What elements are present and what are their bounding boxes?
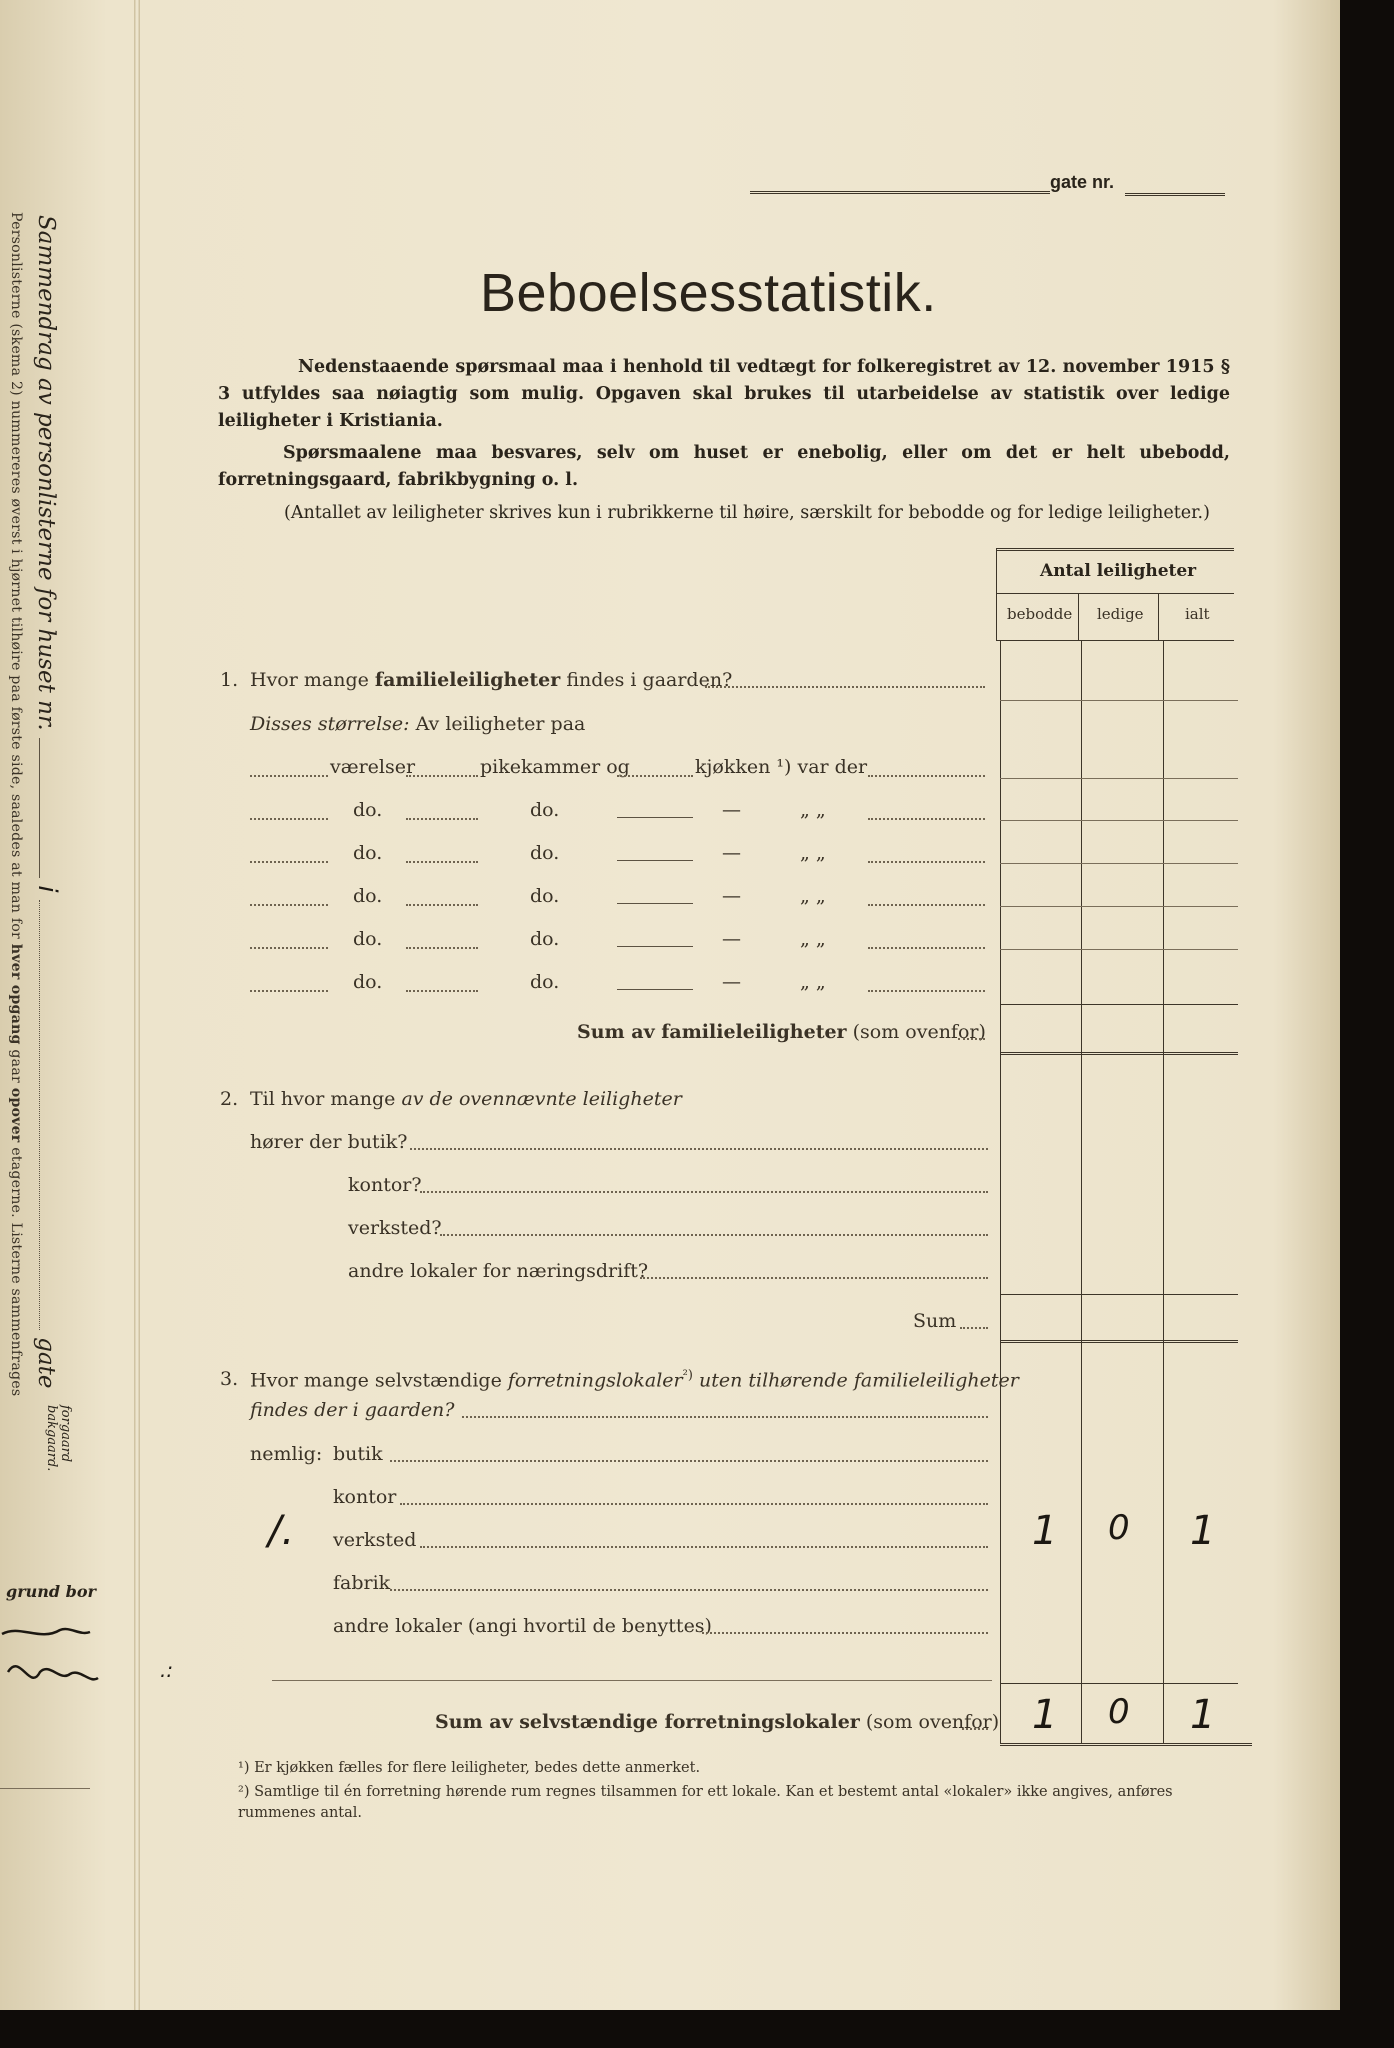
size-row2-dots xyxy=(868,818,985,820)
size-row2-ditto1: do. xyxy=(353,799,383,821)
table-title: Antal leiligheter xyxy=(1040,561,1197,581)
size-row1-blank3 xyxy=(617,775,693,777)
size-row1-blank2 xyxy=(406,775,478,777)
table-vline-1-head xyxy=(1078,593,1079,640)
gate-nr-line xyxy=(750,191,1050,194)
size-row4-blank3 xyxy=(617,903,693,904)
margin-instruction-mid: gaar xyxy=(8,1049,24,1083)
section2-question-pre: Til hvor mange xyxy=(250,1088,396,1110)
margin-bakgaard: bakgaard. xyxy=(44,1405,59,1472)
margin-grund-bor: grund bor xyxy=(6,1582,96,1601)
size-row5-ditto2: do. xyxy=(530,928,560,950)
section3-number: 3. xyxy=(220,1368,239,1390)
size-row3-dash: — xyxy=(722,842,741,864)
section1-sum-rest: (som ovenfor) xyxy=(852,1021,986,1043)
margin-instruction-bold2: opover xyxy=(8,1087,24,1143)
gate-nr-label: gate nr. xyxy=(1050,172,1115,192)
section2-number: 2. xyxy=(220,1088,239,1110)
table-top-rule xyxy=(996,548,1234,551)
sizes-rest: Av leiligheter paa xyxy=(415,713,586,735)
size-row6-blank1 xyxy=(250,990,328,992)
size-row3-ditto1: do. xyxy=(353,842,383,864)
section3-item-butik: butik xyxy=(333,1443,383,1465)
section2-item-kontor: kontor? xyxy=(348,1174,422,1196)
margin-rule xyxy=(0,1788,90,1789)
table-vline-1 xyxy=(1081,640,1082,1743)
verksted-ledige-value: 0 xyxy=(1108,1508,1130,1548)
section2-item-andre: andre lokaler for næringsdrift? xyxy=(348,1260,649,1282)
size-row2-ditto2: do. xyxy=(530,799,560,821)
gate-nr-line-right xyxy=(1125,193,1225,196)
section3-andre-line xyxy=(272,1680,992,1681)
dark-background xyxy=(1340,0,1394,2048)
margin-instruction-pre: Personlisterne (skema 2) nummereres øverst i hjørnet tilhøire paa første side, saaledes at man for xyxy=(8,212,24,939)
size-row6-ditto1: do. xyxy=(353,971,383,993)
section2-question xyxy=(250,1088,682,1110)
size-row6-quotes: „ „ xyxy=(800,971,826,993)
section3-nemlig: nemlig: xyxy=(250,1443,323,1465)
section3-question-sup: ²) xyxy=(682,1368,693,1383)
section1-sum-bold: Sum av familieleiligheter xyxy=(577,1021,847,1043)
col-header-ledige: ledige xyxy=(1097,605,1144,623)
book-spine xyxy=(134,0,140,2010)
margin-vertical-title xyxy=(32,215,62,1389)
sum-ialt-value: 1 xyxy=(1190,1692,1216,1738)
size-row1-pikekammer: pikekammer og xyxy=(480,756,630,778)
section1-sum xyxy=(577,1021,986,1043)
section3-small-mark: .: xyxy=(160,1658,174,1682)
footnote-2: ²) Samtlige til én forretning hørende rum regnes tilsammen for ett lokale. Kan et bestemt antal «lokaler» ikke angives, anføres rummenes antal. xyxy=(238,1784,1173,1821)
row-rule-6 xyxy=(1000,949,1238,950)
section1-question-pre: Hvor mange xyxy=(250,669,369,691)
section3-item-fabrik: fabrik xyxy=(333,1572,391,1594)
size-row3-blank1 xyxy=(250,861,328,863)
sum-bebodde-value: 1 xyxy=(1032,1692,1058,1738)
section1-dots xyxy=(705,686,985,688)
row-rule-sum1-bottom xyxy=(1000,1052,1238,1055)
section2-butik-dots xyxy=(410,1148,988,1150)
section2-item-butik: hører der butik? xyxy=(250,1131,408,1153)
intro-paragraph-1: Nedenstaaende spørsmaal maa i henhold til vedtægt for folkeregistret av 12. november 1915 § 3 utfyldes saa nøiagtig som mulig. Opgaven skal brukes til utarbeidelse av statistik over ledige leiligheter i Kristiania. xyxy=(218,357,1230,431)
section1-question-post: findes i gaarden? xyxy=(566,669,733,691)
table-vline-2-head xyxy=(1158,593,1159,640)
size-row2-quotes: „ „ xyxy=(800,799,826,821)
section3-question-italic1: forretningslokaler xyxy=(507,1369,683,1392)
section3-sum-dots xyxy=(962,1728,988,1730)
table-vline-0-head xyxy=(996,548,997,640)
margin-dotted-blank xyxy=(39,900,40,1330)
page-title: Beboelsesstatistik. xyxy=(480,263,937,323)
size-row6-dash: — xyxy=(722,971,741,993)
size-row2-blank1 xyxy=(250,818,328,820)
col-header-bebodde: bebodde xyxy=(1007,605,1073,623)
section3-verksted-handmark: /. xyxy=(268,1508,295,1554)
size-row3-ditto2: do. xyxy=(530,842,560,864)
size-row5-ditto1: do. xyxy=(353,928,383,950)
size-row6-dots xyxy=(868,990,985,992)
footnote-1: ¹) Er kjøkken fælles for flere leiligheter, bedes dette anmerket. xyxy=(238,1760,701,1776)
size-row6-blank2 xyxy=(406,990,478,992)
section3-item-andre: andre lokaler (angi hvortil de benyttes) xyxy=(333,1615,712,1637)
margin-handwritten: i xyxy=(32,885,62,893)
section2-item-verksted: verksted? xyxy=(348,1217,442,1239)
section3-item-verksted: verksted xyxy=(333,1529,417,1551)
margin-instruction-post: etagerne. Listerne sammenfrages xyxy=(8,1147,24,1397)
section3-fabrik-dots xyxy=(390,1589,988,1591)
margin-gate: gate xyxy=(33,1337,59,1389)
section3-question-italic2: uten tilhørende familieleiligheter xyxy=(698,1369,1019,1392)
section3-question-line2: findes der i gaarden? xyxy=(250,1399,455,1421)
table-header-rule xyxy=(996,593,1234,594)
section3-item-kontor: kontor xyxy=(333,1486,397,1508)
row-rule-sum2-top xyxy=(1000,1294,1238,1295)
section3-butik-dots xyxy=(390,1460,988,1462)
size-row4-dash: — xyxy=(722,885,741,907)
size-row1-blank1 xyxy=(250,775,328,777)
section3-andre-dots xyxy=(702,1632,988,1634)
row-rule-1 xyxy=(1000,700,1238,701)
size-row3-blank2 xyxy=(406,861,478,863)
section2-verksted-dots xyxy=(440,1234,988,1236)
size-row5-quotes: „ „ xyxy=(800,928,826,950)
verksted-ialt-value: 1 xyxy=(1190,1508,1216,1554)
margin-title-blank xyxy=(39,738,40,878)
intro-paragraph-3: (Antallet av leiligheter skrives kun i rubrikkerne til høire, særskilt for bebodde og for ledige leiligheter.) xyxy=(284,503,1210,523)
row-rule-5 xyxy=(1000,906,1238,907)
size-row5-dots xyxy=(868,947,985,949)
section3-verksted-dots xyxy=(420,1546,988,1548)
intro-paragraph-2: Spørsmaalene maa besvares, selv om huset er enebolig, eller om det er helt ubebodd, forretningsgaard, fabrikbygning o. l. xyxy=(218,443,1230,490)
section3-kontor-dots xyxy=(400,1503,988,1505)
row-rule-2 xyxy=(1000,778,1238,779)
section3-sum xyxy=(435,1711,999,1733)
size-row5-dash: — xyxy=(722,928,741,950)
size-row1-dots xyxy=(868,775,985,777)
section3-sum-bold: Sum av selvstændige forretningslokaler xyxy=(435,1711,860,1733)
row-rule-3 xyxy=(1000,820,1238,821)
section3-question-pre: Hvor mange selvstændige xyxy=(250,1369,502,1392)
row-rule-sum1-top xyxy=(1000,1004,1238,1005)
size-row3-blank3 xyxy=(617,860,693,861)
section2-andre-dots xyxy=(640,1277,988,1279)
table-col-header-bottom xyxy=(996,640,1234,641)
section2-kontor-dots xyxy=(420,1191,988,1193)
table-vline-0 xyxy=(1000,640,1001,1743)
section1-question xyxy=(250,669,732,691)
size-row6-ditto2: do. xyxy=(530,971,560,993)
size-row4-ditto2: do. xyxy=(530,885,560,907)
size-row2-blank3 xyxy=(617,817,693,818)
size-row2-dash: — xyxy=(722,799,741,821)
sizes-italic: Disses størrelse: xyxy=(250,713,410,735)
section1-number: 1. xyxy=(220,669,239,691)
margin-instruction xyxy=(8,212,24,1396)
section3-question xyxy=(250,1368,1019,1391)
section2-sum-dots xyxy=(960,1327,988,1329)
margin-title-text: Sammendrag av personlisterne for huset nr. xyxy=(33,215,59,731)
size-row5-blank2 xyxy=(406,947,478,949)
size-row4-dots xyxy=(868,904,985,906)
row-rule-sum2-bottom xyxy=(1000,1340,1238,1343)
section2-question-italic: av de ovennævnte leiligheter xyxy=(401,1088,682,1110)
size-row3-dots xyxy=(868,861,985,863)
row-rule-sum3-bottom xyxy=(1000,1743,1252,1746)
table-vline-2 xyxy=(1163,640,1164,1743)
size-row1-vaerelser: værelser xyxy=(330,756,416,778)
size-row5-blank3 xyxy=(617,946,693,947)
size-row2-blank2 xyxy=(406,818,478,820)
section2-sum: Sum xyxy=(913,1310,957,1332)
section1-sum-dots xyxy=(958,1038,985,1040)
size-row4-blank1 xyxy=(250,904,328,906)
size-row6-blank3 xyxy=(617,989,693,990)
section3-line2-dots xyxy=(462,1416,988,1418)
size-row3-quotes: „ „ xyxy=(800,842,826,864)
section1-sizes xyxy=(250,713,585,735)
col-header-ialt: ialt xyxy=(1185,605,1210,623)
size-row4-blank2 xyxy=(406,904,478,906)
size-row5-blank1 xyxy=(250,947,328,949)
size-row4-ditto1: do. xyxy=(353,885,383,907)
size-row4-quotes: „ „ xyxy=(800,885,826,907)
sum-ledige-value: 0 xyxy=(1108,1692,1130,1732)
row-rule-sum3-top xyxy=(1000,1683,1238,1684)
row-rule-4 xyxy=(1000,863,1238,864)
section3-sum-rest: (som ovenfor) xyxy=(865,1711,1000,1733)
margin-instruction-bold1: hver opgang xyxy=(8,943,24,1045)
section1-question-bold: familieleiligheter xyxy=(374,669,561,691)
size-row1-kjokken: kjøkken ¹) var der xyxy=(695,756,868,778)
margin-forgaard-bakgaard xyxy=(44,1405,72,1471)
margin-forgaard: forgaard xyxy=(58,1405,73,1463)
margin-signature-scribble xyxy=(0,1612,110,1712)
verksted-bebodde-value: 1 xyxy=(1032,1508,1058,1554)
